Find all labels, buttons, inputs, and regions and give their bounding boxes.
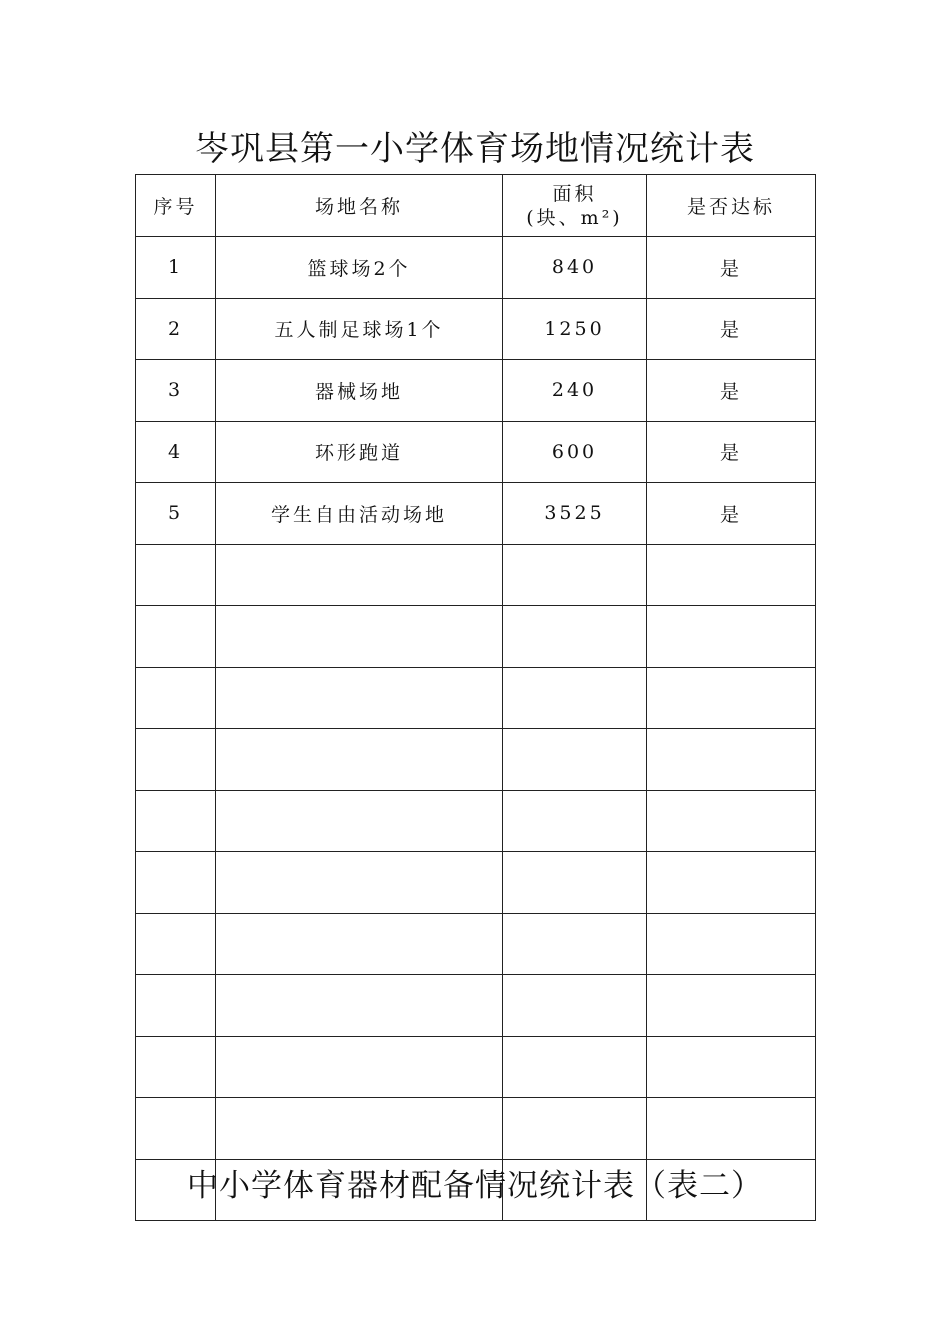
cell-area: 600: [503, 421, 647, 483]
empty-cell: [647, 1098, 816, 1160]
header-area-unit: (块、m²): [526, 206, 623, 229]
cell-serial-number: 5: [136, 483, 216, 545]
table-row: [136, 483, 816, 545]
empty-cell: [647, 544, 816, 606]
header-compliant: 是否达标: [647, 175, 816, 237]
empty-cell: [216, 852, 503, 914]
empty-cell: [503, 852, 647, 914]
empty-table-row: [136, 852, 816, 914]
empty-cell: [216, 667, 503, 729]
empty-cell: [503, 975, 647, 1037]
cell-venue-name: 环形跑道: [216, 421, 503, 483]
empty-cell: [136, 729, 216, 791]
venue-statistics-table: [135, 174, 816, 1221]
empty-table-row: [136, 975, 816, 1037]
empty-cell: [647, 975, 816, 1037]
cell-venue-name: 器械场地: [216, 360, 503, 422]
empty-cell: [216, 1036, 503, 1098]
empty-cell: [216, 975, 503, 1037]
cell-area: 1250: [503, 298, 647, 360]
empty-cell: [136, 606, 216, 668]
empty-table-row: [136, 1098, 816, 1160]
cell-serial-number: 2: [136, 298, 216, 360]
empty-cell: [216, 790, 503, 852]
empty-cell: [503, 606, 647, 668]
cell-serial-number: 3: [136, 360, 216, 422]
empty-table-row: [136, 729, 816, 791]
empty-table-row: [136, 1036, 816, 1098]
header-area: [503, 175, 647, 237]
empty-cell: [503, 544, 647, 606]
header-serial-number: 序号: [136, 175, 216, 237]
table-row: [136, 298, 816, 360]
table-header-row: [136, 175, 816, 237]
empty-cell: [216, 606, 503, 668]
empty-cell: [216, 544, 503, 606]
empty-cell: [136, 852, 216, 914]
empty-cell: [136, 790, 216, 852]
empty-table-row: [136, 667, 816, 729]
empty-cell: [647, 667, 816, 729]
empty-cell: [647, 852, 816, 914]
empty-cell: [503, 1036, 647, 1098]
empty-cell: [503, 1098, 647, 1160]
empty-table-row: [136, 913, 816, 975]
empty-cell: [647, 729, 816, 791]
empty-cell: [503, 790, 647, 852]
empty-table-row: [136, 790, 816, 852]
cell-area: 840: [503, 237, 647, 299]
empty-cell: [647, 1036, 816, 1098]
cell-venue-name: 学生自由活动场地: [216, 483, 503, 545]
table-row: [136, 421, 816, 483]
empty-cell: [647, 913, 816, 975]
cell-serial-number: 4: [136, 421, 216, 483]
empty-cell: [136, 975, 216, 1037]
cell-venue-name: 篮球场2个: [216, 237, 503, 299]
empty-cell: [647, 790, 816, 852]
empty-cell: [136, 1036, 216, 1098]
cell-compliant: 是: [647, 237, 816, 299]
table-row: [136, 237, 816, 299]
empty-table-row: [136, 544, 816, 606]
table-two-title: 中小学体育器材配备情况统计表（表二）: [187, 1168, 763, 1204]
page-title: 岑巩县第一小学体育场地情况统计表: [195, 129, 755, 169]
cell-area: 240: [503, 360, 647, 422]
empty-table-row: [136, 606, 816, 668]
empty-cell: [503, 729, 647, 791]
cell-compliant: 是: [647, 298, 816, 360]
empty-cell: [503, 913, 647, 975]
empty-cell: [136, 913, 216, 975]
cell-compliant: 是: [647, 483, 816, 545]
empty-cell: [216, 913, 503, 975]
empty-cell: [216, 729, 503, 791]
cell-serial-number: 1: [136, 237, 216, 299]
empty-cell: [216, 1098, 503, 1160]
empty-cell: [136, 1098, 216, 1160]
cell-compliant: 是: [647, 360, 816, 422]
empty-cell: [136, 544, 216, 606]
empty-cell: [503, 667, 647, 729]
header-area-label: 面积: [552, 182, 597, 205]
cell-area: 3525: [503, 483, 647, 545]
cell-compliant: 是: [647, 421, 816, 483]
header-venue-name: 场地名称: [216, 175, 503, 237]
cell-venue-name: 五人制足球场1个: [216, 298, 503, 360]
empty-cell: [136, 667, 216, 729]
table-row: [136, 360, 816, 422]
empty-cell: [647, 606, 816, 668]
